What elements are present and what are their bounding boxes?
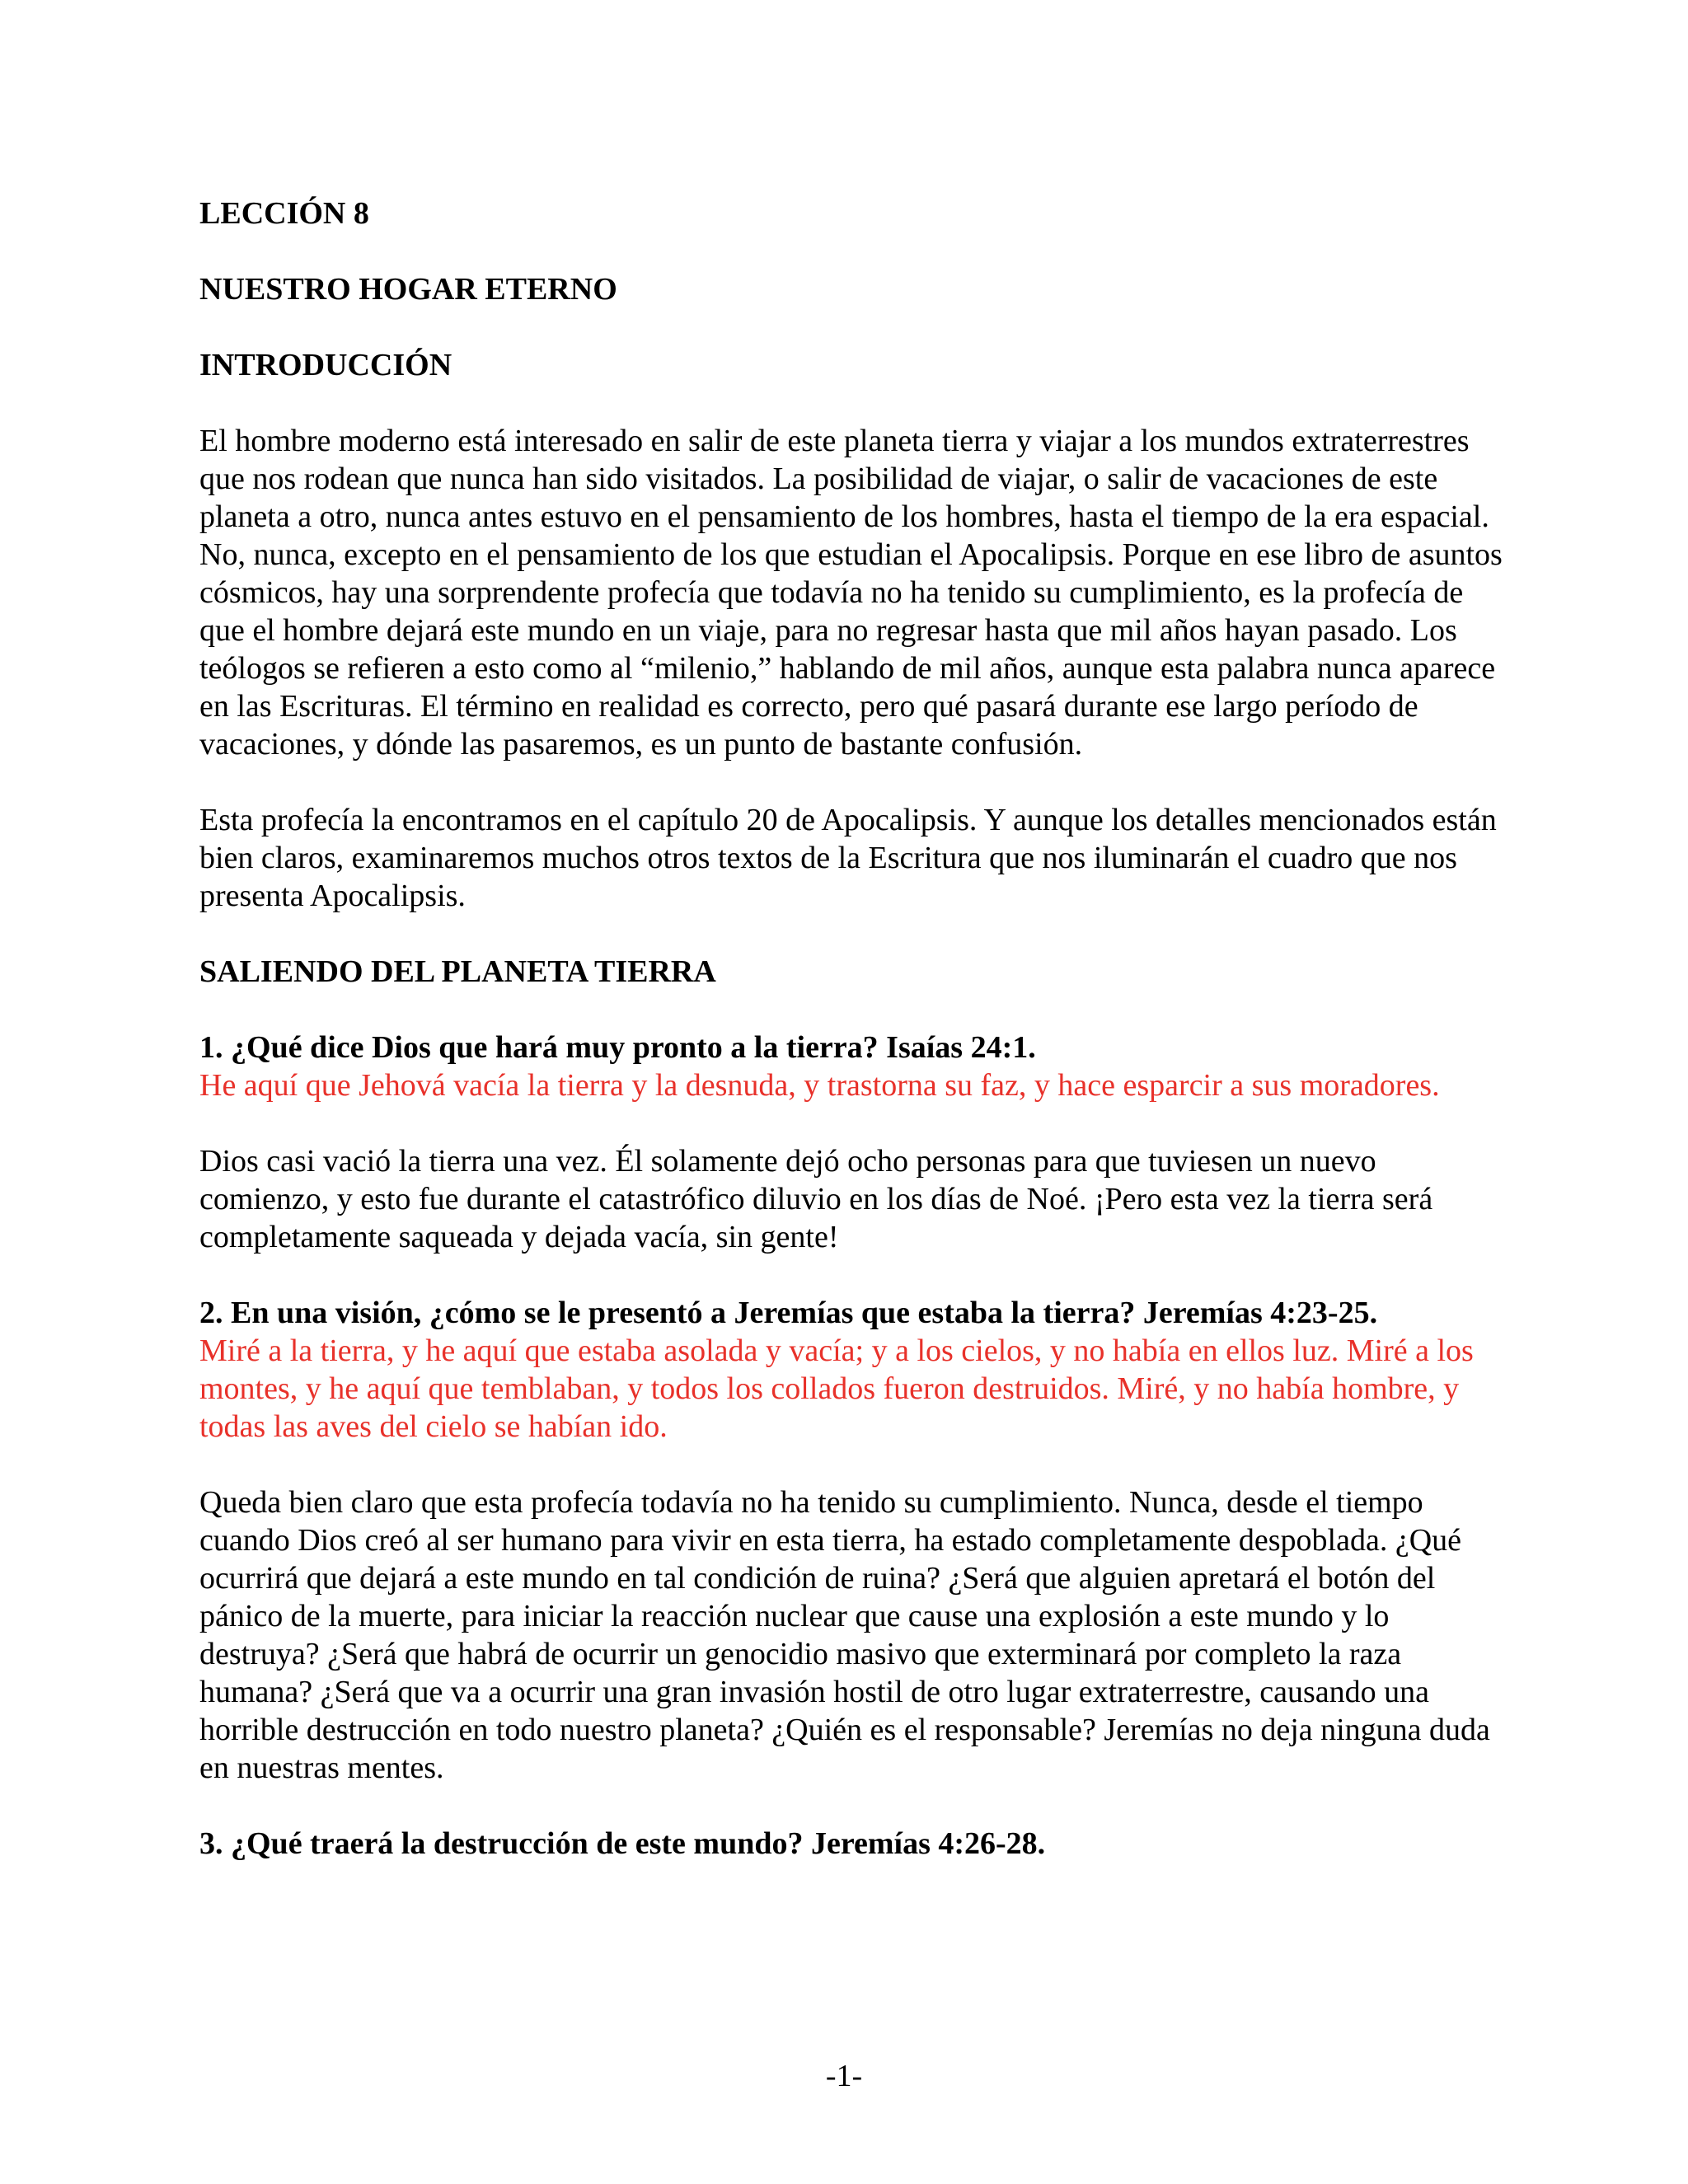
scripture-2: Miré a la tierra, y he aquí que estaba asolada y vacía; y a los cielos, y no había en ellos luz. Miré a los montes, y he aquí que temblaban, y todos los collados fueron destruidos. Miré, y no había hombre, y todas las aves del cielo se habían ido.	[199, 1333, 1474, 1444]
page-number: -1-	[825, 2059, 863, 2093]
commentary-1: Dios casi vació la tierra una vez. Él solamente dejó ocho personas para que tuviesen un nuevo comienzo, y esto fue durante el catastrófico diluvio en los días de Noé. ¡Pero esta vez la tierra será completamente saqueada y dejada vacía, sin gente!	[199, 1144, 1433, 1254]
lesson-number-heading: LECCIÓN 8	[199, 196, 369, 231]
introduction-paragraph-2: Esta profecía la encontramos en el capítulo 20 de Apocalipsis. Y aunque los detalles mencionados están bien claros, examinaremos muchos otros textos de la Escritura que nos iluminarán el cuadro que nos presenta Apocalipsis.	[199, 803, 1497, 913]
commentary-2: Queda bien claro que esta profecía todavía no ha tenido su cumplimiento. Nunca, desde el tiempo cuando Dios creó al ser humano para vivir en esta tierra, ha estado completamente despoblada. ¿Qué ocurrirá que dejará a este mundo en tal condición de ruina? ¿Será que alguien apretará el botón del pánico de la muerte, para iniciar la reacción nuclear que cause una explosión a este mundo y lo destruya? ¿Será que habrá de ocurrir un genocidio masivo que exterminará por completo la raza humana? ¿Será que va a ocurrir una gran invasión hostil de otro lugar extraterrestre, causando una horrible destrucción en todo nuestro planeta? ¿Quién es el responsable? Jeremías no deja ninguna duda en nuestras mentes.	[199, 1485, 1490, 1785]
question-2: 2. En una visión, ¿cómo se le presentó a Jeremías que estaba la tierra? Jeremías 4:23-25.	[199, 1296, 1378, 1330]
introduction-paragraph-1: El hombre moderno está interesado en salir de este planeta tierra y viajar a los mundos extraterrestres que nos rodean que nunca han sido visitados. La posibilidad de viajar, o salir de vacaciones de este planeta a otro, nunca antes estuvo en el pensamiento de los hombres, hasta el tiempo de la era espacial. No, nunca, excepto en el pensamiento de los que estudian el Apocalipsis. Porque en ese libro de asuntos cósmicos, hay una sorprendente profecía que todavía no ha tenido su cumplimiento, es la profecía de que el hombre dejará este mundo en un viaje, para no regresar hasta que mil años hayan pasado. Los teólogos se refieren a esto como al “milenio,” hablando de mil años, aunque esta palabra nunca aparece en las Escrituras. El término en realidad es correcto, pero qué pasará durante ese largo período de vacaciones, y dónde las pasaremos, es un punto de bastante confusión.	[199, 424, 1503, 762]
question-3: 3. ¿Qué traerá la destrucción de este mundo? Jeremías 4:26-28.	[199, 1826, 1046, 1861]
scripture-1: He aquí que Jehová vacía la tierra y la desnuda, y trastorna su faz, y hace esparcir a sus moradores.	[199, 1068, 1440, 1103]
document-page	[199, 194, 1506, 1863]
lesson-title: NUESTRO HOGAR ETERNO	[199, 272, 617, 307]
introduction-heading: INTRODUCCIÓN	[199, 348, 452, 382]
section-heading: SALIENDO DEL PLANETA TIERRA	[199, 954, 716, 989]
question-1: 1. ¿Qué dice Dios que hará muy pronto a la tierra? Isaías 24:1.	[199, 1030, 1036, 1065]
